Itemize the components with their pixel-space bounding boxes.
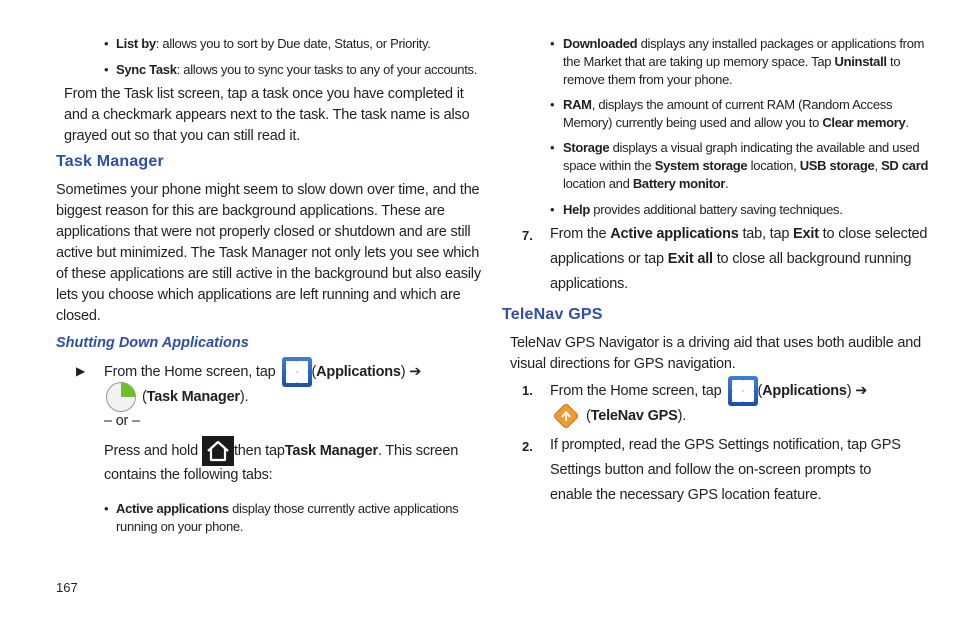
step-home-line1: From the Home screen, tap ( Applications ) ➔ <box>104 356 421 388</box>
bullet-sync-task: • Sync Task: allows you to sync your tasks to any of your accounts. <box>104 62 478 77</box>
bullet-dot: • <box>550 202 555 217</box>
bullet-dot: • <box>104 501 109 516</box>
bullet-ram: • RAM, displays the amount of current RAM (Random Access Memory) currently being used and allow you to Clear memory. <box>550 97 909 130</box>
bullet-dot: • <box>550 140 555 155</box>
step-1-line1: From the Home screen, tap ( Applications ) ➔ <box>550 375 867 407</box>
home-key-icon <box>202 436 234 466</box>
press-hold-line2: contains the following tabs: <box>104 467 273 483</box>
applications-grid-icon <box>282 357 312 387</box>
page-number: 167 <box>56 580 78 595</box>
bullet-help: • Help provides additional battery saving techniques. <box>550 202 843 217</box>
step-1-number: 1. <box>522 383 533 398</box>
step-2: If prompted, read the GPS Settings notification, tap GPS Settings button and follow the on-screen prompts to enable the necessary GPS location feature. <box>550 437 901 503</box>
step-7-number: 7. <box>522 228 533 243</box>
applications-grid-icon <box>728 376 758 406</box>
para-task-manager: Sometimes your phone might seem to slow down over time, and the biggest reason for this are background applications. These are applications that were not properly closed or shutdown and are still active but minimized. The Task Manager not only lets you see which of these applications are still active in the background but also easily lets you choose which applications are left running and which are closed. <box>56 182 481 324</box>
heading-telenav: TeleNav GPS <box>502 306 603 323</box>
step-7: From the Active applications tab, tap Exit to close selected applications or tap Exit all to close all background running applications. <box>550 226 928 292</box>
step-2-number: 2. <box>522 439 533 454</box>
heading-task-manager: Task Manager <box>56 153 164 170</box>
press-hold-line1: Press and hold then tap Task Manager . This screen <box>104 435 458 467</box>
telenav-diamond-icon <box>552 402 580 430</box>
bullet-active-apps: • Active applications display those currently active applications running on your phone. <box>104 501 459 534</box>
bullet-storage: • Storage displays a visual graph indicating the available and used space within the System storage location, USB storage, SD card location and Battery monitor. <box>550 140 929 191</box>
subheading-shutting-down: Shutting Down Applications <box>56 335 249 351</box>
bullet-list-by: • List by: allows you to sort by Due date, Status, or Priority. <box>104 36 431 51</box>
para-telenav: TeleNav GPS Navigator is a driving aid that uses both audible and visual directions for GPS navigation. <box>510 335 921 372</box>
bullet-dot: • <box>104 62 109 77</box>
para-task-list: From the Task list screen, tap a task once you have completed it and a checkmark appears next to the task. The task name is also grayed out so that you can still read it. <box>64 86 470 144</box>
step-home-line2: ( Task Manager ). <box>106 383 248 411</box>
task-manager-pie-icon <box>106 382 136 412</box>
bullet-dot: • <box>550 36 555 51</box>
step-arrow-icon: ▶ <box>76 364 86 378</box>
step-1-line2: ( TeleNav GPS ). <box>552 401 686 431</box>
bullet-downloaded: • Downloaded displays any installed packages or applications from the Market that are taking up memory space. Tap Uninstall to remove them from your phone. <box>550 36 925 87</box>
bullet-dot: • <box>104 36 109 51</box>
bullet-dot: • <box>550 97 555 112</box>
or-separator: – or – <box>104 413 140 429</box>
